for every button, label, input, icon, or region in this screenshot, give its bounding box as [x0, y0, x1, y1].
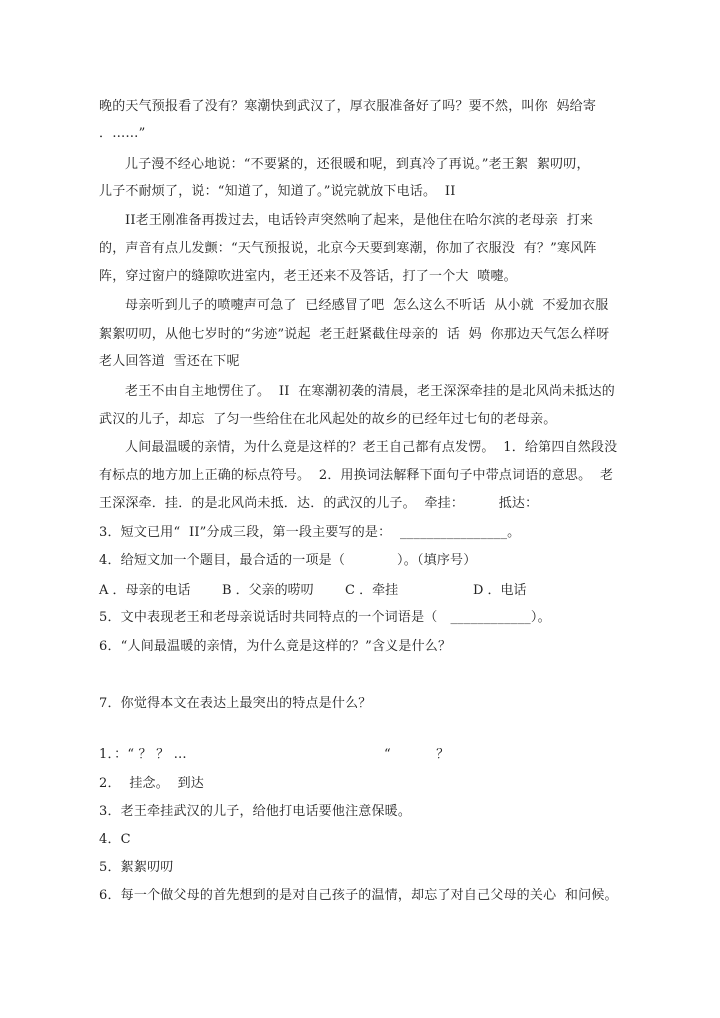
passage-line: 儿子漫不经心地说：“不要紧的，还很暖和呢，到真冷了再说。”老王絮 絮叨叨， — [125, 157, 590, 172]
answer-2: 2． 挂念。 到达 — [99, 776, 205, 791]
question-4: 4．给短文加一个题目，最合适的一项是（ ）。（填序号） — [99, 553, 477, 568]
option-a: A ．母亲的电话 — [99, 583, 191, 598]
question-3: 3．短文已用“ II”分成三段，第一段主要写的是： ________________。 — [99, 525, 521, 540]
passage-line: 儿子不耐烦了，说：“知道了，知道了。”说完就放下电话。 II — [99, 184, 456, 199]
answer-6: 6．每一个做父母的首先想到的是对自己孩子的温情，却忘了对自己父母的关心 和问候。 — [99, 888, 618, 903]
question-7: 7．你觉得本文在表达上最突出的特点是什么？ — [99, 696, 372, 711]
option-d: D ．电话 — [473, 583, 527, 598]
option-c: C ．牵挂 — [345, 583, 399, 598]
question-5: 5．文中表现老王和老母亲说话时共同特点的一个词语是（ ____________）。 — [99, 610, 551, 625]
passage-line: 武汉的儿子，却忘 了匀一些给住在北风起处的故乡的已经年过七旬的老母亲。 — [99, 412, 557, 427]
passage-line: 老王不由自主地愣住了。 II 在寒潮初袭的清晨，老王深深牵挂的是北风尚未抵达的 — [125, 384, 616, 399]
answer-5: 5．絮絮叨叨 — [99, 860, 174, 875]
option-b: B ．父亲的唠叨 — [222, 583, 314, 598]
passage-line: II老王刚准备再拨过去，电话铃声突然响了起来，是他住在哈尔滨的老母亲 打来 — [125, 213, 594, 228]
passage-line: 絮絮叨叨，从他七岁时的“劣迹”说起 老王赶紧截住母亲的 话 妈 你那边天气怎么样呀 — [99, 327, 610, 342]
answer-1-right: “ ？ — [384, 747, 450, 762]
passage-line: 的，声音有点儿发颤：“天气预报说，北京今天要到寒潮，你加了衣服没 有？”寒风阵 — [99, 241, 597, 256]
passage-line: 晚的天气预报看了没有？寒潮快到武汉了，厚衣服准备好了吗？要不然，叫你 妈给寄 — [99, 99, 597, 114]
passage-line: 老人回答道 雪还在下呢 — [99, 354, 240, 369]
passage-line: 阵，穿过窗户的缝隙吹进室内，老王还来不及答话，打了一个大 喷嚏。 — [99, 269, 517, 284]
answer-1: 1．：“ ？ ？ … — [99, 747, 187, 762]
passage-line: 人间最温暖的亲情，为什么竟是这样的？老王自己都有点发愣。 1．给第四自然段没 — [125, 440, 618, 455]
answer-4: 4．C — [99, 832, 131, 847]
passage-line: 王深深牵．挂．的是北风尚未抵．达．的武汉的儿子。 牵挂： 抵达： — [99, 496, 539, 511]
question-6: 6．“人间最温暖的亲情，为什么竟是这样的？”含义是什么？ — [99, 639, 452, 654]
passage-line: ．……” — [99, 126, 146, 141]
answer-3: 3．老王牵挂武汉的儿子，给他打电话要他注意保暖。 — [99, 804, 412, 819]
passage-line: 有标点的地方加上正确的标点符号。 2．用换词法解释下面句子中带点词语的意思。 老 — [99, 468, 614, 483]
passage-line: 母亲听到儿子的喷嚏声可急了 已经感冒了吧 怎么这么不听话 从小就 不爱加衣服 — [125, 298, 609, 313]
